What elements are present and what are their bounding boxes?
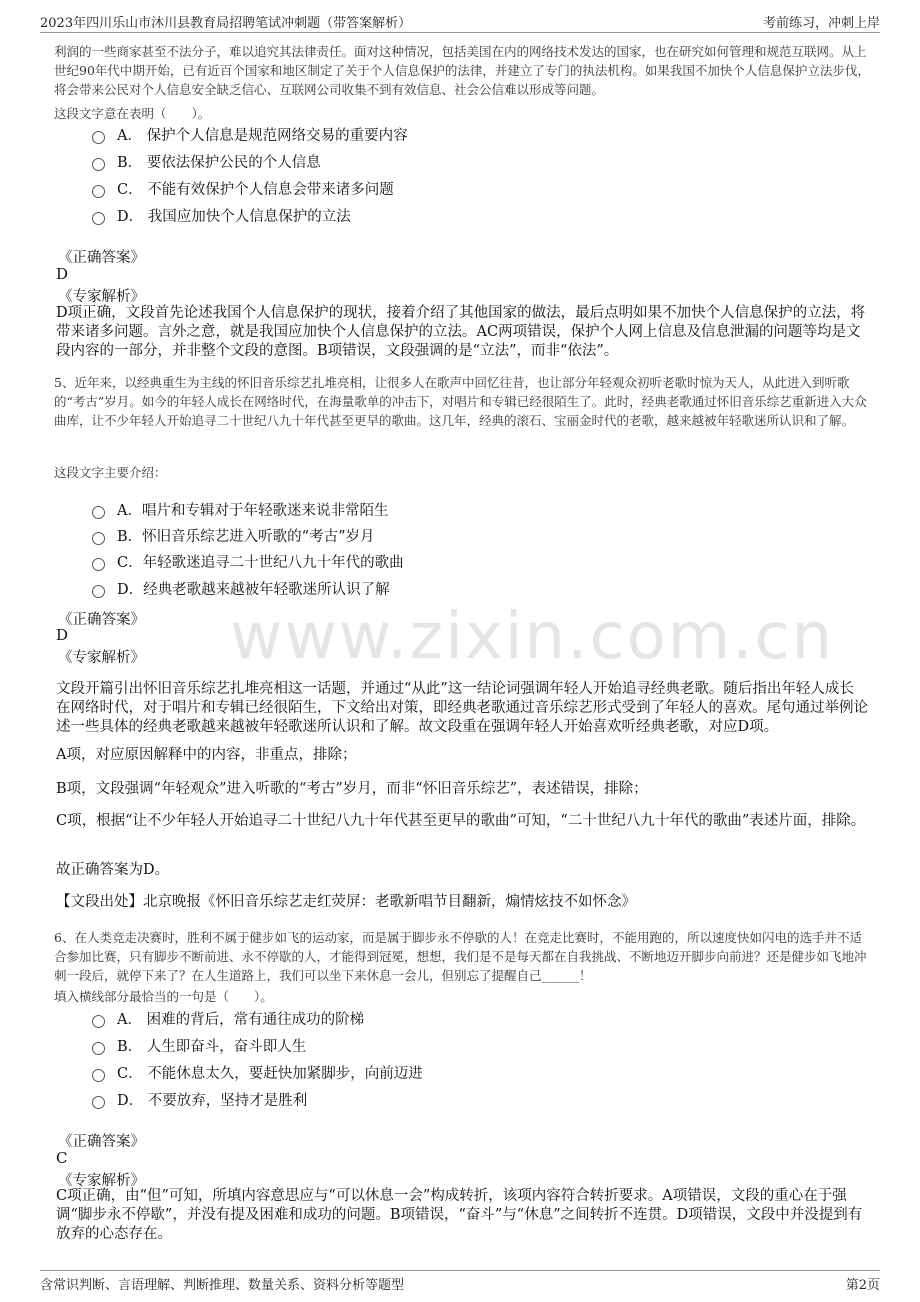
question-6-option-c[interactable] [92,1062,423,1083]
question-5-option-b[interactable] [92,525,374,546]
option-text: A． 困难的背后，常有通往成功的阶梯 [117,1012,365,1028]
page-number: 第2页 [845,1278,880,1293]
question-5-passage: 5、近年来，以经典重生为主线的怀旧音乐综艺扎堆亮相，让很多人在歌声中回忆往昔，也让部分年轻观众初听老歌时惊为天人，从此进入到听歌的“考古”岁月。如今的年轻人成长在网络时代，在海量歌单的冲击下，对唱片和专辑已经很陌生了。此时，经典老歌通过怀旧音乐综艺重新进入大众曲库，让不少年轻人开始追寻二十世纪八九十年代甚至更早的歌曲。这几年，经典的滚石、宝丽金时代的老歌，越来越被年轻歌迷所认识和了解。 [54,375,867,428]
question-5-analysis-label: 《专家解析》 [58,650,145,666]
radio-icon[interactable] [92,532,105,545]
question-5-answer-label: 《正确答案》 [58,612,145,628]
question-5-source: 【文段出处】北京晚报《怀旧音乐综艺走红荧屏：老歌新唱节目翻新，煽情炫技不如怀念》 [56,894,636,910]
radio-icon[interactable] [92,506,105,519]
radio-icon[interactable] [92,1069,105,1082]
question-4-option-c[interactable] [92,178,394,199]
document-title: 2023年四川乐山市沐川县教育局招聘笔试冲刺题（带答案解析） [40,16,412,31]
radio-icon[interactable] [92,585,105,598]
option-text: B． 人生即奋斗，奋斗即人生 [117,1039,307,1055]
option-text: B． 要依法保护公民的个人信息 [117,155,321,171]
question-5-stem: 这段文字主要介绍： [54,465,167,480]
question-5-analysis-para-1: 文段开篇引出怀旧音乐综艺扎堆亮相这一话题，并通过“从此”这一结论词强调年轻人开始追寻经典老歌。随后指出年轻人成长在网络时代，对于唱片和专辑已经很陌生，下文给出对策，即经典老歌通过音乐综艺形式受到了年轻人的喜欢。尾句通过举例论述一些具体的经典老歌越来越被年轻歌迷所认识和了解。故文段重在强调年轻人开始喜欢听经典老歌，对应D项。 [56,681,868,735]
question-5-option-d[interactable] [92,578,390,599]
page-header [40,10,880,33]
question-6-answer-label: 《正确答案》 [58,1134,145,1150]
question-6-passage: 6、在人类竞走决赛时，胜利不属于健步如飞的运动家，而是属于脚步永不停歇的人！在竞走比赛时，不能用跑的，所以速度快如闪电的选手并不适合参加比赛，只有脚步不断前进、永不停歇的人，才能得到冠冕，想想，我们是不是每天都在自我挑战、不断地迈开脚步向前进？还是健步如飞地冲刺一段后，就停下来了？在人生道路上，我们可以坐下来休息一会儿，但别忘了提醒自己______！ [54,930,867,983]
option-text: A． 保护个人信息是规范网络交易的重要内容 [117,128,408,144]
radio-icon[interactable] [92,558,105,571]
question-5-analysis-para-5: 故正确答案为D。 [56,862,170,878]
question-5-option-c[interactable] [92,551,404,572]
radio-icon[interactable] [92,1015,105,1028]
question-5-answer: D [56,626,69,644]
question-4-analysis: D项正确，文段首先论述我国个人信息保护的现状，接着介绍了其他国家的做法，最后点明如果不加快个人信息保护的立法，将带来诸多问题。言外之意，就是我国应加快个人信息保护的立法。AC两项错误，保护个人网上信息及信息泄漏的问题等均是文段内容的一部分，并非整个文段的意图。B项错误，文段强调的是“立法”，而非“依法”。 [56,305,866,359]
question-5-analysis-para-2: A项，对应原因解释中的内容，非重点，排除； [56,747,357,763]
question-5-analysis-para-4: C项，根据“让不少年轻人开始追寻二十世纪八九十年代甚至更早的歌曲”可知，“二十世纪八九十年代的歌曲”表述片面，排除。 [56,813,866,829]
question-6-answer: C [56,1149,68,1167]
question-4-passage: 利润的一些商家甚至不法分子，难以追究其法律责任。面对这种情况，包括美国在内的网络技术发达的国家，也在研究如何管理和规范互联网。从上世纪90年代中期开始，已有近百个国家和地区制定了关于个人信息保护的法律，并建立了专门的执法机构。如果我国不加快个人信息保护立法步伐，将会带来公民对个人信息安全缺乏信心、互联网公司收集不到有效信息、社会公信难以形成等问题。 [54,44,870,97]
question-6-option-a[interactable] [92,1008,364,1029]
question-4-answer: D [56,265,69,283]
question-5-analysis-para-3: B项，文段强调“年轻观众”进入听歌的“考古”岁月，而非“怀旧音乐综艺”，表述错误，排除； [56,781,648,797]
footer-note: 含常识判断、言语理解、判断推理、数量关系、资料分析等题型 [40,1278,405,1293]
radio-icon[interactable] [92,185,105,198]
question-6-option-b[interactable] [92,1035,306,1056]
option-text: D． 我国应加快个人信息保护的立法 [117,209,351,225]
option-text: C． 不能休息太久，要赶快加紧脚步，向前迈进 [117,1066,423,1082]
question-4-option-d[interactable] [92,205,351,226]
option-text: D． 不要放弃，坚持才是胜利 [117,1093,308,1109]
question-6-stem: 填入横线部分最恰当的一句是（ ）。 [54,989,273,1004]
radio-icon[interactable] [92,158,105,171]
question-4-option-b[interactable] [92,151,321,172]
header-slogan: 考前练习，冲刺上岸 [762,16,880,31]
radio-icon[interactable] [92,1096,105,1109]
question-4-analysis-label: 《专家解析》 [58,289,145,305]
option-text: C．年轻歌迷追寻二十世纪八九十年代的歌曲 [117,555,404,571]
option-text: D．经典老歌越来越被年轻歌迷所认识了解 [117,582,390,598]
option-text: B．怀旧音乐综艺进入听歌的“考古”岁月 [117,529,375,545]
option-text: A．唱片和专辑对于年轻歌迷来说非常陌生 [117,503,389,519]
option-text: C． 不能有效保护个人信息会带来诸多问题 [117,182,394,198]
question-4-answer-label: 《正确答案》 [58,250,145,266]
question-6-option-d[interactable] [92,1089,307,1110]
radio-icon[interactable] [92,1042,105,1055]
question-6-analysis: C项正确，由“但”可知，所填内容意思应与“可以休息一会”构成转折，该项内容符合转折要求。A项错误，文段的重心在于强调“脚步永不停歇”，并没有提及困难和成功的问题。B项错误，“奋斗”与“休息”之间转折不连贯。D项错误，文段中并没提到有放弃的心态存在。 [56,1188,863,1242]
page-footer [40,1270,880,1293]
question-4-stem: 这段文字意在表明（ ）。 [54,106,211,121]
question-6-analysis-label: 《专家解析》 [58,1173,145,1189]
radio-icon[interactable] [92,131,105,144]
radio-icon[interactable] [92,212,105,225]
question-4-option-a[interactable] [92,124,408,145]
watermark: www.zixin.com.cn [230,600,835,674]
question-5-option-a[interactable] [92,499,388,520]
